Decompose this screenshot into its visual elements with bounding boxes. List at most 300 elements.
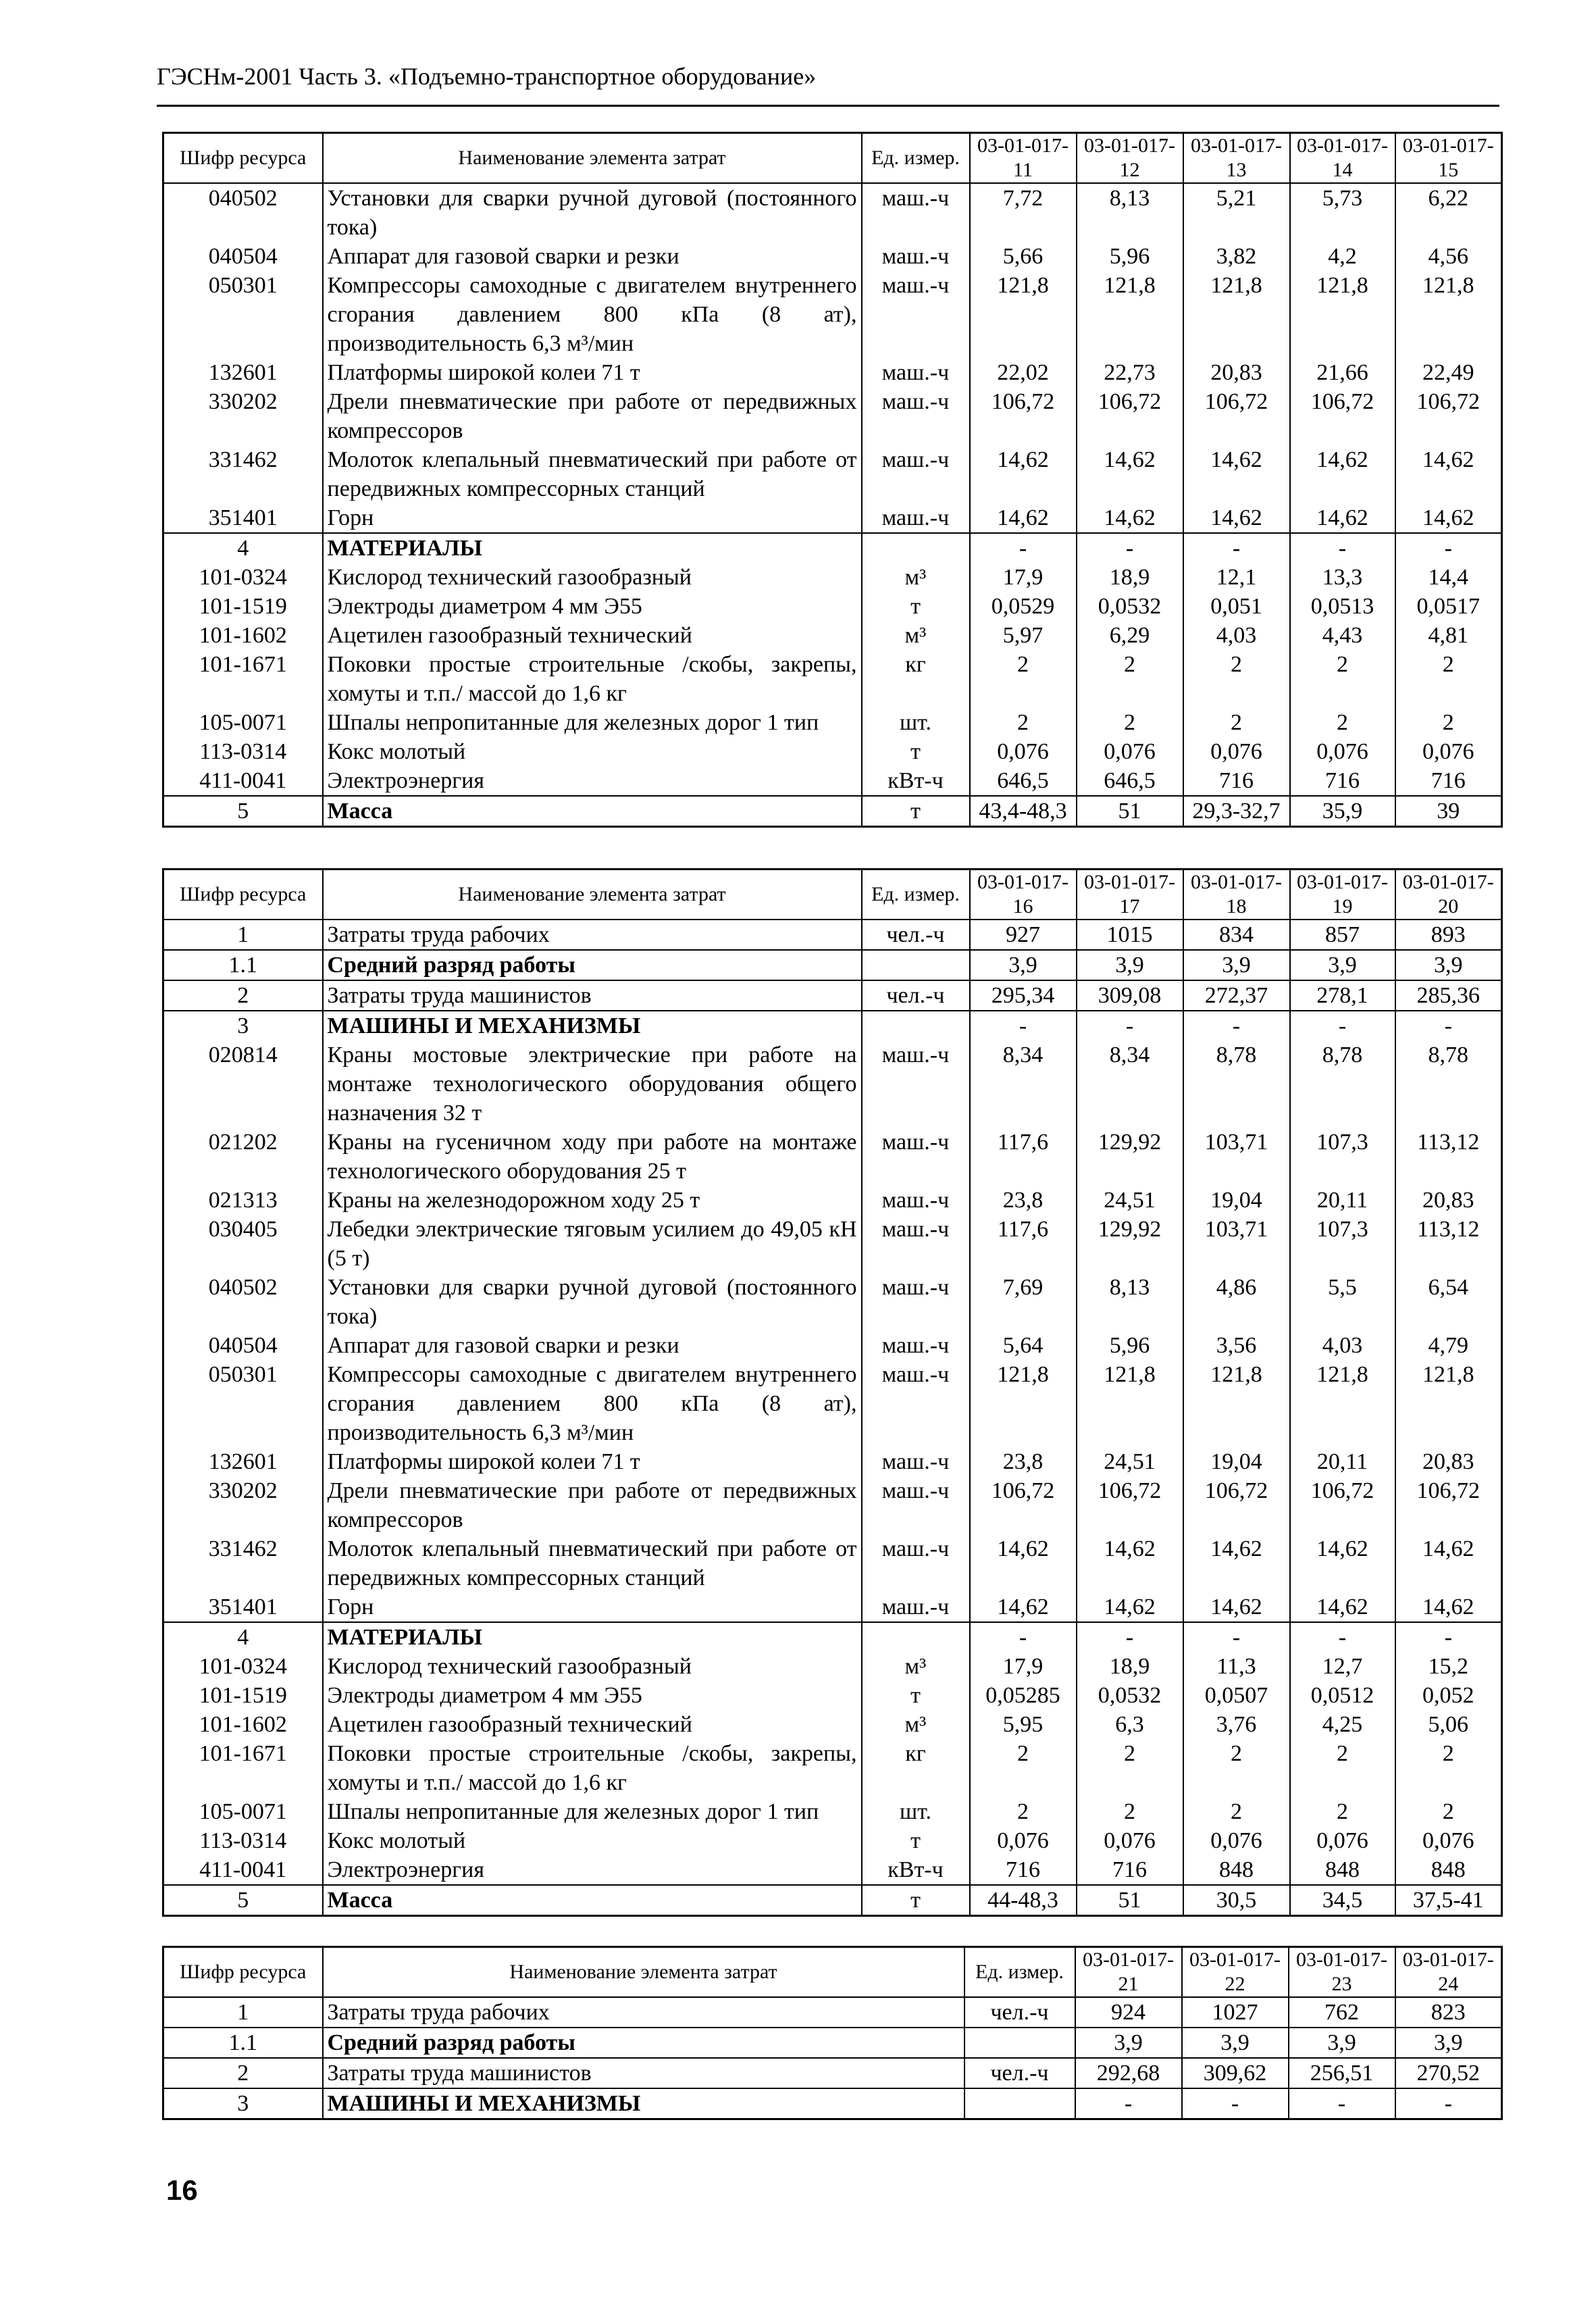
norm-value: 0,052 xyxy=(1395,1681,1502,1710)
norm-value: 121,8 xyxy=(1183,1360,1290,1447)
header-row xyxy=(163,1947,1502,1998)
column-header: 03-01-017-15 xyxy=(1395,133,1502,184)
unit-of-measure: маш.-ч xyxy=(862,271,970,358)
norm-value: 121,8 xyxy=(970,271,1077,358)
norm-value: 12,7 xyxy=(1290,1652,1395,1681)
table-row xyxy=(163,1797,1502,1826)
norm-value: - xyxy=(1290,533,1395,563)
norm-value: 256,51 xyxy=(1289,2058,1395,2088)
norm-value: 0,051 xyxy=(1183,592,1290,621)
unit-of-measure: маш.-ч xyxy=(862,503,970,533)
norm-value: 5,73 xyxy=(1290,183,1395,242)
norm-value: 121,8 xyxy=(1183,271,1290,358)
table-row xyxy=(163,1273,1502,1331)
norm-value: 2 xyxy=(1183,1797,1290,1826)
norm-value: 12,1 xyxy=(1183,563,1290,592)
unit-of-measure xyxy=(862,1622,970,1652)
resource-code: 411-0041 xyxy=(163,1855,323,1885)
column-header: Шифр ресурса xyxy=(163,870,323,920)
norm-value: 24,51 xyxy=(1077,1186,1183,1215)
resource-code: 021313 xyxy=(163,1186,323,1215)
norm-value: 646,5 xyxy=(970,766,1077,796)
norm-value: 0,076 xyxy=(1183,737,1290,766)
table-row xyxy=(163,1186,1502,1215)
norm-value: - xyxy=(970,533,1077,563)
cost-element-name: Дрели пневматические при работе от передвижных компрессоров xyxy=(323,387,862,445)
resource-code: 101-1602 xyxy=(163,1710,323,1739)
norm-value: 2 xyxy=(1395,650,1502,708)
cost-element-name: Горн xyxy=(323,503,862,533)
cost-element-name: Платформы широкой колеи 71 т xyxy=(323,358,862,387)
table-row xyxy=(163,708,1502,737)
cost-element-name: Молоток клепальный пневматический при работе от передвижных компрессорных станций xyxy=(323,1534,862,1592)
table-row xyxy=(163,387,1502,445)
resource-code: 050301 xyxy=(163,271,323,358)
norm-value: 0,076 xyxy=(1290,1826,1395,1855)
norm-value: 14,62 xyxy=(1395,1592,1502,1622)
cost-element-name: МАТЕРИАЛЫ xyxy=(323,533,862,563)
norm-value: 43,4-48,3 xyxy=(970,796,1077,827)
resource-code: 411-0041 xyxy=(163,766,323,796)
cost-element-name: Затраты труда рабочих xyxy=(323,1997,964,2028)
resource-code: 3 xyxy=(163,2088,323,2119)
cost-element-name: Молоток клепальный пневматический при работе от передвижных компрессорных станций xyxy=(323,445,862,503)
unit-of-measure: кг xyxy=(862,650,970,708)
norm-value: - xyxy=(1395,1011,1502,1040)
resource-code: 1 xyxy=(163,1997,323,2028)
column-header: Наименование элемента затрат xyxy=(323,1947,964,1998)
norm-value: - xyxy=(970,1011,1077,1040)
norm-value: 17,9 xyxy=(970,563,1077,592)
unit-of-measure xyxy=(862,1011,970,1040)
unit-of-measure: маш.-ч xyxy=(862,1534,970,1592)
header-row xyxy=(163,870,1502,920)
norm-value: 14,62 xyxy=(970,503,1077,533)
norm-value: 14,62 xyxy=(1077,1592,1183,1622)
norm-value: 2 xyxy=(1183,650,1290,708)
column-header: 03-01-017-13 xyxy=(1183,133,1290,184)
cost-element-name: Поковки простые строительные /скобы, закрепы, хомуты и т.п./ массой до 1,6 кг xyxy=(323,650,862,708)
norm-value: 117,6 xyxy=(970,1128,1077,1186)
norm-value: 848 xyxy=(1395,1855,1502,1885)
norm-value: 14,62 xyxy=(970,1592,1077,1622)
resource-code: 4 xyxy=(163,533,323,563)
table-row xyxy=(163,503,1502,533)
norm-value: 4,56 xyxy=(1395,242,1502,271)
norm-value: 23,8 xyxy=(970,1186,1077,1215)
resource-code: 101-1671 xyxy=(163,650,323,708)
norm-value: 5,96 xyxy=(1077,1331,1183,1360)
norm-value: 51 xyxy=(1077,796,1183,827)
resource-code: 331462 xyxy=(163,445,323,503)
norm-value: 14,62 xyxy=(1183,1592,1290,1622)
section-row xyxy=(163,1622,1502,1652)
norm-value: 2 xyxy=(1077,1797,1183,1826)
norm-value: - xyxy=(1077,1622,1183,1652)
norm-value: 295,34 xyxy=(970,980,1077,1011)
norm-value: 5,21 xyxy=(1183,183,1290,242)
norm-value: 4,79 xyxy=(1395,1331,1502,1360)
norm-value: 7,72 xyxy=(970,183,1077,242)
norm-value: 5,66 xyxy=(970,242,1077,271)
unit-of-measure xyxy=(964,2028,1075,2058)
table-row xyxy=(163,563,1502,592)
table-row xyxy=(163,920,1502,950)
resource-code: 132601 xyxy=(163,1447,323,1476)
unit-of-measure: кг xyxy=(862,1739,970,1797)
norm-value: 106,72 xyxy=(1077,387,1183,445)
norm-value: 3,9 xyxy=(1183,950,1290,980)
norm-value: - xyxy=(1182,2088,1289,2119)
norm-value: 3,9 xyxy=(1289,2028,1395,2058)
norm-value: 18,9 xyxy=(1077,1652,1183,1681)
norm-value: 2 xyxy=(1077,708,1183,737)
unit-of-measure: маш.-ч xyxy=(862,1273,970,1331)
norm-value: 0,0513 xyxy=(1290,592,1395,621)
header-rule xyxy=(157,105,1499,107)
unit-of-measure: кВт-ч xyxy=(862,1855,970,1885)
unit-of-measure: маш.-ч xyxy=(862,183,970,242)
norm-value: 8,78 xyxy=(1290,1040,1395,1128)
page-number: 16 xyxy=(166,2174,198,2206)
column-header: Ед. измер. xyxy=(964,1947,1075,1998)
norm-value: 4,2 xyxy=(1290,242,1395,271)
norm-value: 716 xyxy=(1395,766,1502,796)
table-row xyxy=(163,766,1502,796)
cost-element-name: Шпалы непропитанные для железных дорог 1 тип xyxy=(323,1797,862,1826)
unit-of-measure: чел.-ч xyxy=(862,920,970,950)
cost-element-name: Ацетилен газообразный технический xyxy=(323,1710,862,1739)
cost-element-name: Электроэнергия xyxy=(323,766,862,796)
norm-value: - xyxy=(1075,2088,1182,2119)
norm-value: 34,5 xyxy=(1290,1885,1395,1916)
table-row xyxy=(163,1476,1502,1534)
cost-element-name: Затраты труда машинистов xyxy=(323,2058,964,2088)
norm-value: 29,3-32,7 xyxy=(1183,796,1290,827)
unit-of-measure: т xyxy=(862,592,970,621)
norm-value: 4,03 xyxy=(1290,1331,1395,1360)
norm-value: 44-48,3 xyxy=(970,1885,1077,1916)
resource-code: 101-0324 xyxy=(163,563,323,592)
norm-value: 924 xyxy=(1075,1997,1182,2028)
resource-code: 105-0071 xyxy=(163,708,323,737)
norm-value: 106,72 xyxy=(1183,1476,1290,1534)
unit-of-measure xyxy=(862,950,970,980)
norm-value: 14,62 xyxy=(1077,1534,1183,1592)
cost-element-name: Лебедки электрические тяговым усилием до 49,05 кН (5 т) xyxy=(323,1215,862,1273)
norm-value: 14,62 xyxy=(1077,503,1183,533)
section-row xyxy=(163,2088,1502,2119)
table-row xyxy=(163,1447,1502,1476)
norm-value: 3,9 xyxy=(1075,2028,1182,2058)
norm-value: 3,76 xyxy=(1183,1710,1290,1739)
norm-value: - xyxy=(1395,1622,1502,1652)
norm-value: 129,92 xyxy=(1077,1215,1183,1273)
norm-value: 14,62 xyxy=(1290,1534,1395,1592)
column-header: 03-01-017-12 xyxy=(1077,133,1183,184)
column-header: Наименование элемента затрат xyxy=(323,133,862,184)
norm-value: 14,62 xyxy=(1395,1534,1502,1592)
norm-value: 848 xyxy=(1183,1855,1290,1885)
norm-value: 121,8 xyxy=(1395,271,1502,358)
norm-value: 8,13 xyxy=(1077,183,1183,242)
column-header: 03-01-017-19 xyxy=(1290,870,1395,920)
norm-value: 6,22 xyxy=(1395,183,1502,242)
column-header: 03-01-017-16 xyxy=(970,870,1077,920)
norm-value: 20,11 xyxy=(1290,1186,1395,1215)
cost-element-name: Дрели пневматические при работе от передвижных компрессоров xyxy=(323,1476,862,1534)
norm-value: 309,08 xyxy=(1077,980,1183,1011)
norm-value: 0,076 xyxy=(1395,737,1502,766)
norm-value: 4,43 xyxy=(1290,621,1395,650)
norm-value: 5,95 xyxy=(970,1710,1077,1739)
norm-value: 30,5 xyxy=(1183,1885,1290,1916)
section-row xyxy=(163,2028,1502,2058)
norm-value: 8,34 xyxy=(1077,1040,1183,1128)
unit-of-measure: т xyxy=(862,1681,970,1710)
norm-value: 15,2 xyxy=(1395,1652,1502,1681)
cost-element-name: Масса xyxy=(323,1885,862,1916)
norm-value: 0,05285 xyxy=(970,1681,1077,1710)
table-row xyxy=(163,650,1502,708)
norm-value: 4,03 xyxy=(1183,621,1290,650)
norm-value: 14,62 xyxy=(1183,503,1290,533)
norm-value: 14,62 xyxy=(1290,1592,1395,1622)
norm-value: 0,076 xyxy=(1077,1826,1183,1855)
norm-value: 3,9 xyxy=(970,950,1077,980)
norm-value: 0,076 xyxy=(1290,737,1395,766)
norm-value: 278,1 xyxy=(1290,980,1395,1011)
table-row xyxy=(163,1534,1502,1592)
unit-of-measure: маш.-ч xyxy=(862,1186,970,1215)
table-row xyxy=(163,1739,1502,1797)
unit-of-measure: маш.-ч xyxy=(862,1592,970,1622)
norm-value: 2 xyxy=(970,1797,1077,1826)
norm-value: 0,0517 xyxy=(1395,592,1502,621)
section-row xyxy=(163,980,1502,1011)
norm-value: 107,3 xyxy=(1290,1128,1395,1186)
norm-value: - xyxy=(1183,533,1290,563)
table-row xyxy=(163,1040,1502,1128)
table-row xyxy=(163,621,1502,650)
norm-value: 121,8 xyxy=(1290,1360,1395,1447)
norm-value: 4,81 xyxy=(1395,621,1502,650)
norm-value: 22,73 xyxy=(1077,358,1183,387)
norm-value: 107,3 xyxy=(1290,1215,1395,1273)
norm-value: 121,8 xyxy=(970,1360,1077,1447)
norm-value: 106,72 xyxy=(1183,387,1290,445)
cost-element-name: Масса xyxy=(323,796,862,827)
norm-value: 14,62 xyxy=(1077,445,1183,503)
norm-value: 106,72 xyxy=(1077,1476,1183,1534)
unit-of-measure: маш.-ч xyxy=(862,445,970,503)
norm-value: 0,0529 xyxy=(970,592,1077,621)
column-header: 03-01-017-23 xyxy=(1289,1947,1395,1998)
norm-value: 2 xyxy=(1395,1739,1502,1797)
unit-of-measure: маш.-ч xyxy=(862,1040,970,1128)
cost-element-name: Установки для сварки ручной дуговой (постоянного тока) xyxy=(323,183,862,242)
norm-value: 20,83 xyxy=(1395,1186,1502,1215)
norm-value: - xyxy=(970,1622,1077,1652)
cost-element-name: Компрессоры самоходные с двигателем внутреннего сгорания давлением 800 кПа (8 ат), производительность 6,3 м³/мин xyxy=(323,271,862,358)
norm-value: 3,82 xyxy=(1183,242,1290,271)
norm-value: 106,72 xyxy=(1290,1476,1395,1534)
norm-value: 19,04 xyxy=(1183,1447,1290,1476)
norm-value: 106,72 xyxy=(1395,387,1502,445)
cost-element-name: Горн xyxy=(323,1592,862,1622)
norm-value: 37,5-41 xyxy=(1395,1885,1502,1916)
resource-code: 351401 xyxy=(163,1592,323,1622)
norm-value: 3,9 xyxy=(1077,950,1183,980)
cost-element-name: Ацетилен газообразный технический xyxy=(323,621,862,650)
norm-value: 7,69 xyxy=(970,1273,1077,1331)
norm-value: - xyxy=(1183,1622,1290,1652)
cost-element-name: Электроэнергия xyxy=(323,1855,862,1885)
resource-code: 1 xyxy=(163,920,323,950)
resource-code: 5 xyxy=(163,1885,323,1916)
norm-value: - xyxy=(1290,1011,1395,1040)
column-header: 03-01-017-20 xyxy=(1395,870,1502,920)
norm-value: 0,076 xyxy=(970,1826,1077,1855)
norm-value: 0,076 xyxy=(1183,1826,1290,1855)
cost-element-name: Электроды диаметром 4 мм Э55 xyxy=(323,592,862,621)
norm-value: 8,34 xyxy=(970,1040,1077,1128)
cost-element-name: Компрессоры самоходные с двигателем внутреннего сгорания давлением 800 кПа (8 ат), производительность 6,3 м³/мин xyxy=(323,1360,862,1447)
unit-of-measure: м³ xyxy=(862,621,970,650)
column-header: 03-01-017-18 xyxy=(1183,870,1290,920)
cost-element-name: МАТЕРИАЛЫ xyxy=(323,1622,862,1652)
column-header: 03-01-017-17 xyxy=(1077,870,1183,920)
norm-value: 20,11 xyxy=(1290,1447,1395,1476)
norm-value: 2 xyxy=(1290,1797,1395,1826)
cost-element-name: Платформы широкой колеи 71 т xyxy=(323,1447,862,1476)
norm-value: 3,9 xyxy=(1395,950,1502,980)
unit-of-measure: чел.-ч xyxy=(964,2058,1075,2088)
norm-value: 23,8 xyxy=(970,1447,1077,1476)
section-row xyxy=(163,796,1502,827)
resource-code: 040502 xyxy=(163,183,323,242)
norm-value: 13,3 xyxy=(1290,563,1395,592)
norm-value: - xyxy=(1289,2088,1395,2119)
norm-value: 14,62 xyxy=(1395,445,1502,503)
cost-element-name: Аппарат для газовой сварки и резки xyxy=(323,1331,862,1360)
unit-of-measure: маш.-ч xyxy=(862,1447,970,1476)
norm-value: 24,51 xyxy=(1077,1447,1183,1476)
norm-value: 0,0532 xyxy=(1077,592,1183,621)
section-row xyxy=(163,2058,1502,2088)
norm-value: - xyxy=(1183,1011,1290,1040)
norm-value: - xyxy=(1395,533,1502,563)
resource-code: 4 xyxy=(163,1622,323,1652)
column-header: Шифр ресурса xyxy=(163,1947,323,1998)
column-header: Ед. измер. xyxy=(862,133,970,184)
norm-value: 14,62 xyxy=(970,1534,1077,1592)
norm-value: 14,62 xyxy=(1183,1534,1290,1592)
unit-of-measure xyxy=(964,2088,1075,2119)
norm-value: 19,04 xyxy=(1183,1186,1290,1215)
norm-value: 2 xyxy=(1290,650,1395,708)
norm-value: 22,49 xyxy=(1395,358,1502,387)
unit-of-measure: т xyxy=(862,737,970,766)
unit-of-measure: м³ xyxy=(862,1652,970,1681)
norm-value: 113,12 xyxy=(1395,1215,1502,1273)
unit-of-measure: маш.-ч xyxy=(862,358,970,387)
norm-value: 4,25 xyxy=(1290,1710,1395,1739)
unit-of-measure: т xyxy=(862,796,970,827)
table-row xyxy=(163,1128,1502,1186)
norm-value: 3,9 xyxy=(1395,2028,1502,2058)
cost-element-name: Краны на гусеничном ходу при работе на монтаже технологического оборудования 25 т xyxy=(323,1128,862,1186)
resource-code: 330202 xyxy=(163,1476,323,1534)
table-row xyxy=(163,1681,1502,1710)
resource-code: 101-0324 xyxy=(163,1652,323,1681)
norm-value: 716 xyxy=(970,1855,1077,1885)
table-row xyxy=(163,1710,1502,1739)
norm-value: 3,56 xyxy=(1183,1331,1290,1360)
norm-value: 716 xyxy=(1077,1855,1183,1885)
cost-element-name: Затраты труда рабочих xyxy=(323,920,862,950)
resource-code: 1.1 xyxy=(163,950,323,980)
cost-element-name: Шпалы непропитанные для железных дорог 1 тип xyxy=(323,708,862,737)
norm-value: 129,92 xyxy=(1077,1128,1183,1186)
resource-code: 331462 xyxy=(163,1534,323,1592)
norm-value: 5,64 xyxy=(970,1331,1077,1360)
norm-value: 3,9 xyxy=(1290,950,1395,980)
norm-value: 5,06 xyxy=(1395,1710,1502,1739)
norm-value: 2 xyxy=(1077,1739,1183,1797)
norm-value: 2 xyxy=(1395,708,1502,737)
cost-element-name: Средний разряд работы xyxy=(323,2028,964,2058)
norm-value: - xyxy=(1290,1622,1395,1652)
resource-code: 3 xyxy=(163,1011,323,1040)
unit-of-measure: маш.-ч xyxy=(862,1331,970,1360)
norm-value: 2 xyxy=(970,650,1077,708)
norm-value: 0,076 xyxy=(1077,737,1183,766)
norm-value: 823 xyxy=(1395,1997,1502,2028)
norm-value: 2 xyxy=(1290,708,1395,737)
norm-value: 927 xyxy=(970,920,1077,950)
norm-value: 857 xyxy=(1290,920,1395,950)
table-row xyxy=(163,1826,1502,1855)
norm-value: - xyxy=(1395,2088,1502,2119)
header-row xyxy=(163,133,1502,184)
cost-element-name: МАШИНЫ И МЕХАНИЗМЫ xyxy=(323,1011,862,1040)
section-row xyxy=(163,533,1502,563)
norm-value: 6,3 xyxy=(1077,1710,1183,1739)
cost-element-name: Кокс молотый xyxy=(323,1826,862,1855)
norm-value: 121,8 xyxy=(1077,1360,1183,1447)
table-row xyxy=(163,242,1502,271)
norm-value: 285,36 xyxy=(1395,980,1502,1011)
norm-value: 270,52 xyxy=(1395,2058,1502,2088)
unit-of-measure: т xyxy=(862,1826,970,1855)
unit-of-measure: т xyxy=(862,1885,970,1916)
unit-of-measure: маш.-ч xyxy=(862,1476,970,1534)
resource-code: 2 xyxy=(163,980,323,1011)
norm-value: 2 xyxy=(1183,708,1290,737)
resource-code: 113-0314 xyxy=(163,737,323,766)
cost-element-name: Аппарат для газовой сварки и резки xyxy=(323,242,862,271)
norm-value: 14,62 xyxy=(970,445,1077,503)
unit-of-measure: м³ xyxy=(862,1710,970,1739)
norm-value: 35,9 xyxy=(1290,796,1395,827)
norm-value: 0,076 xyxy=(970,737,1077,766)
unit-of-measure: маш.-ч xyxy=(862,1128,970,1186)
resource-code: 030405 xyxy=(163,1215,323,1273)
norm-value: 292,68 xyxy=(1075,2058,1182,2088)
resource-code: 105-0071 xyxy=(163,1797,323,1826)
norm-value: 2 xyxy=(1395,1797,1502,1826)
